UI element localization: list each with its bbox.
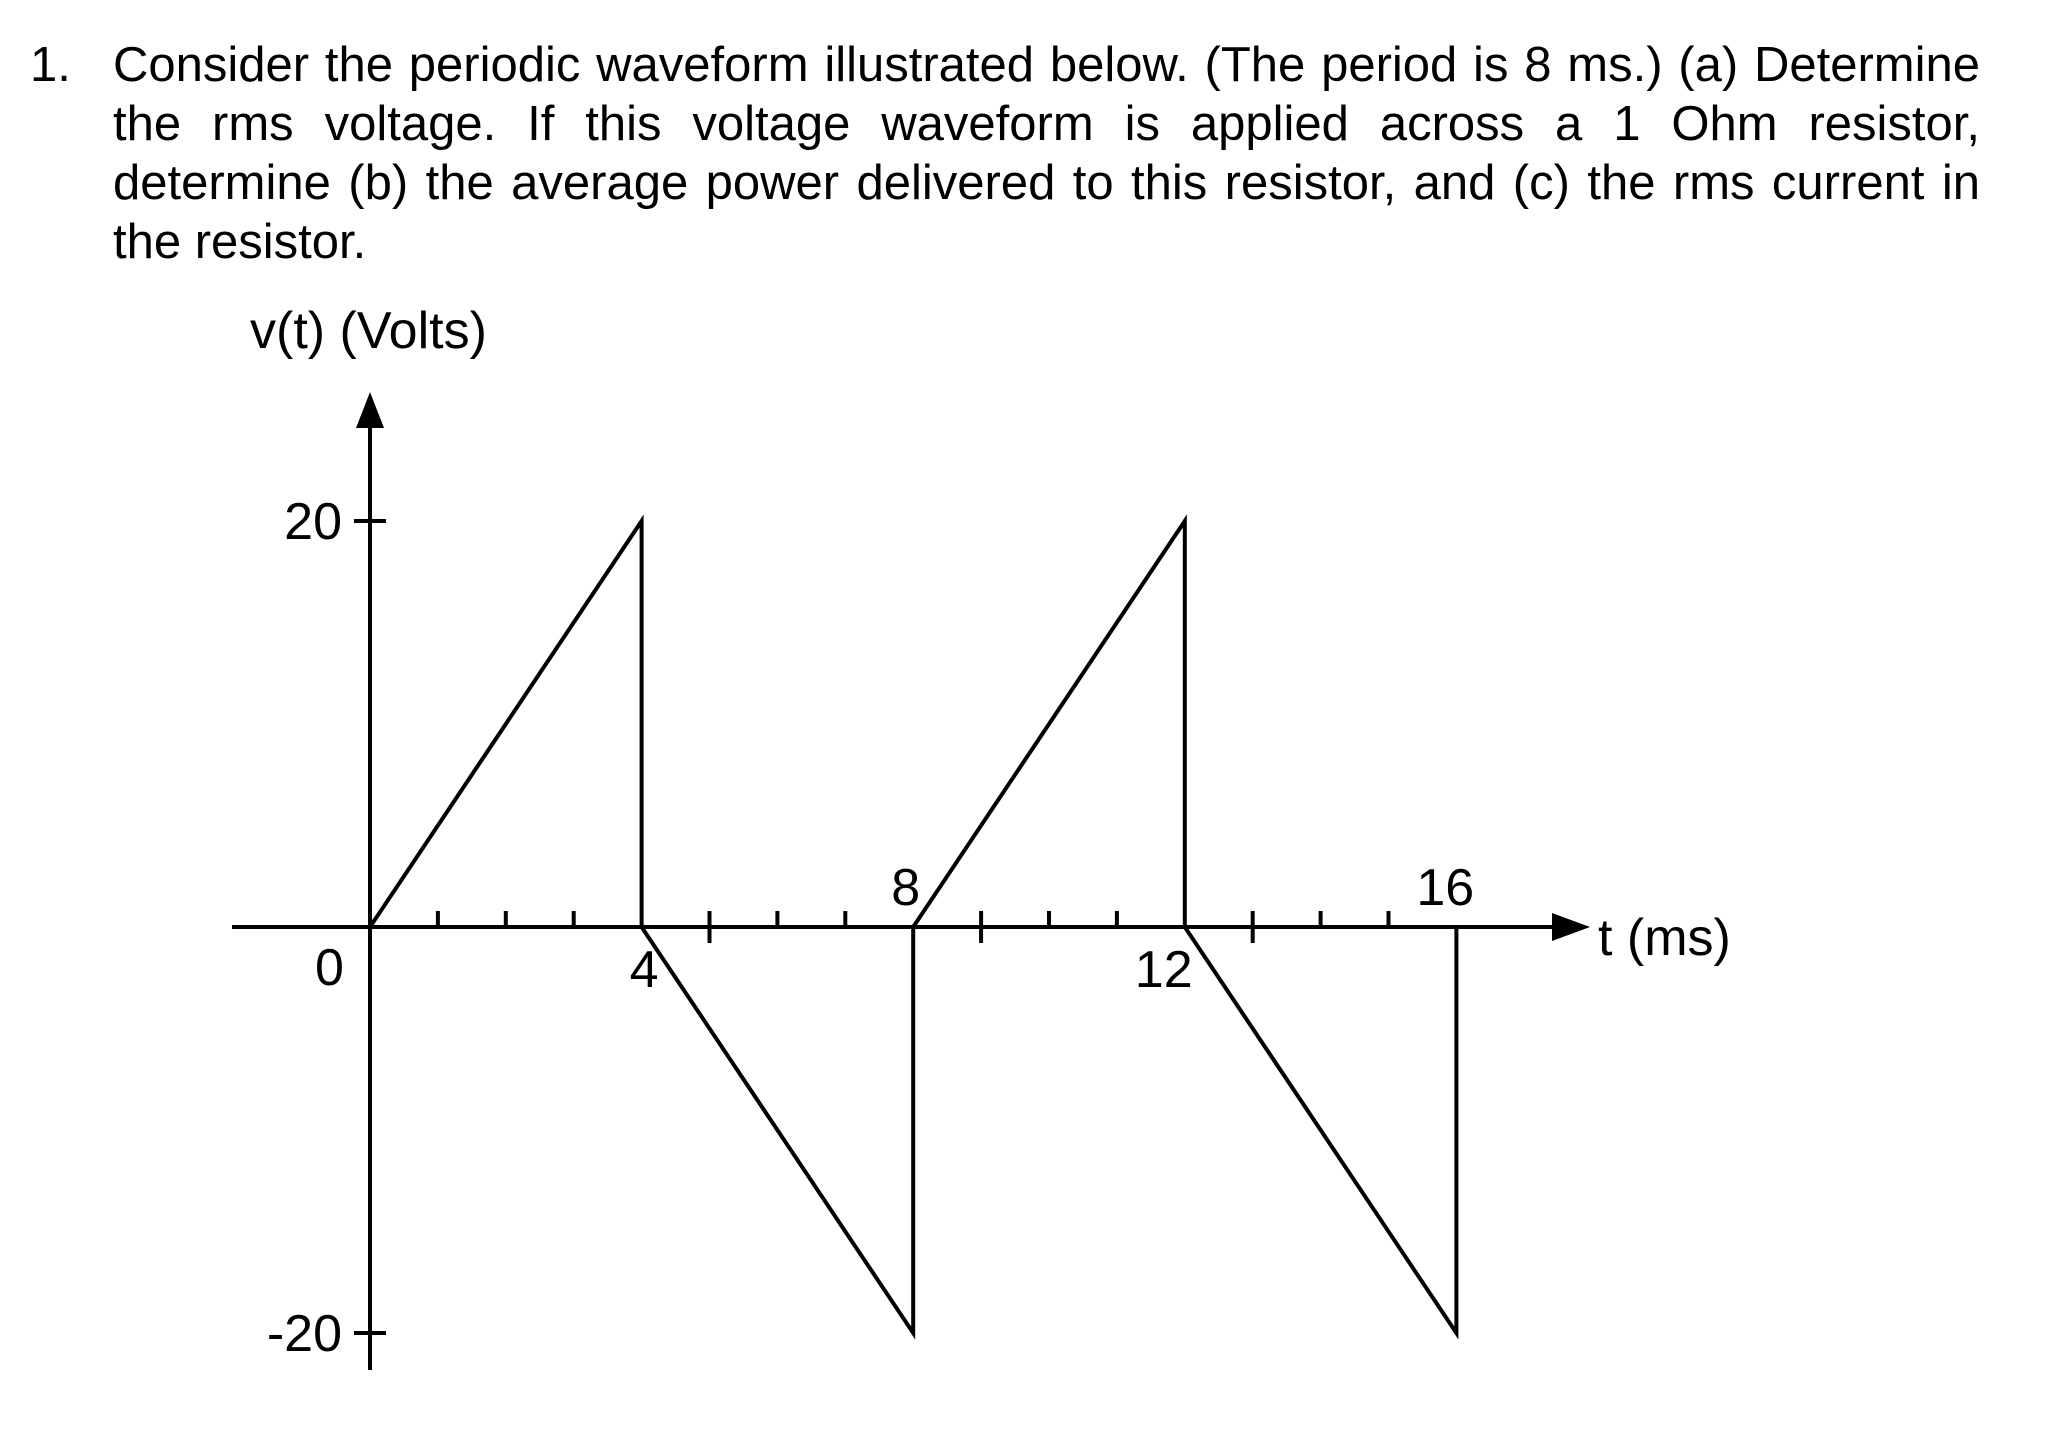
x-tick-label-16: 16 bbox=[1416, 859, 1475, 917]
x-tick-label-8: 8 bbox=[891, 859, 921, 917]
x-axis-arrowhead bbox=[1552, 913, 1590, 941]
problem-text: Consider the periodic waveform illustrated below. (The period is 8 ms.) (a) Determine the rms voltage. If this voltage waveform is applied across a 1 Ohm resistor, determine (b) the average power delivered to this resistor, and (c) the rms current in the resistor. bbox=[113, 38, 1980, 269]
x-tick-label-0: 0 bbox=[315, 939, 344, 997]
x-tick-label-12: 12 bbox=[1134, 941, 1193, 999]
y-axis-label: v(t) (Volts) bbox=[250, 302, 487, 360]
problem-number: 1. bbox=[30, 38, 71, 92]
y-tick-label--20: -20 bbox=[266, 1305, 342, 1363]
y-tick-label-20: 20 bbox=[284, 493, 342, 551]
y-axis-arrowhead bbox=[356, 392, 384, 428]
x-tick-label-4: 4 bbox=[629, 941, 659, 999]
x-axis-label: t (ms) bbox=[1598, 909, 1731, 967]
